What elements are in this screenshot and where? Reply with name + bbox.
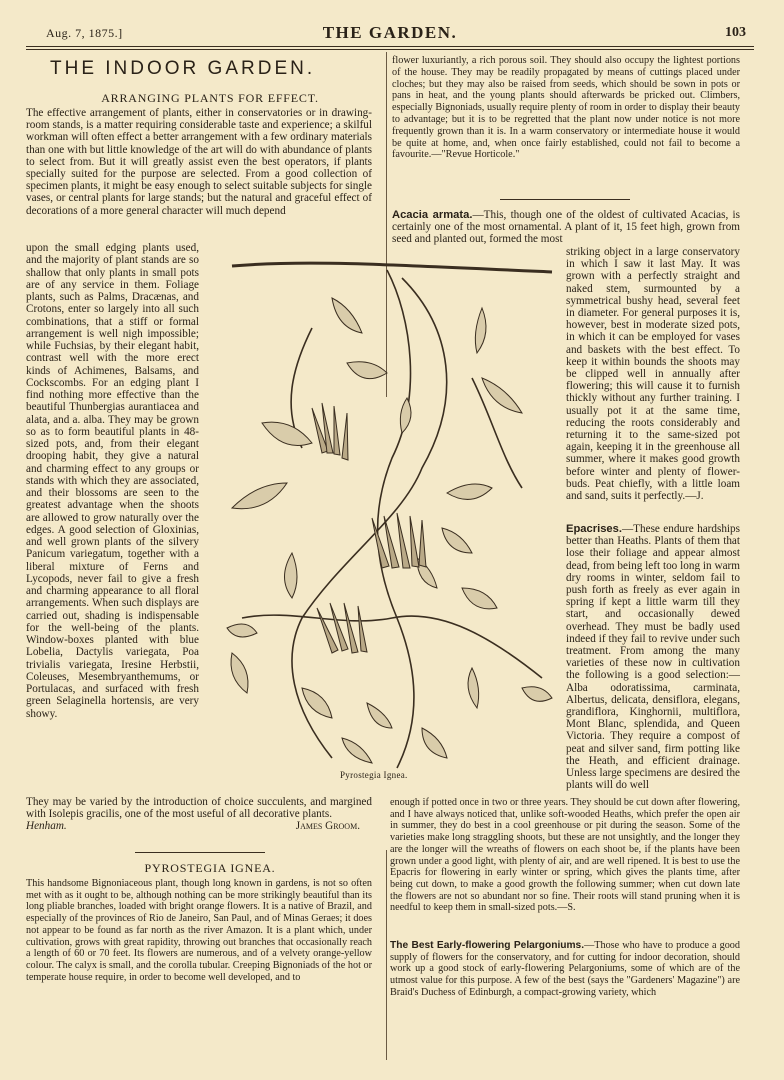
header-rule-thin bbox=[26, 49, 754, 50]
header-rule bbox=[26, 46, 754, 47]
page-header bbox=[26, 23, 754, 44]
acacia-heading: Acacia armata. bbox=[392, 209, 473, 221]
acacia-body: striking object in a large conservatory in which I saw it last May. It was grown with a perfectly straight and naked stem, surmounted by a symmetrical bushy head, several feet in diameter. For general purposes it is, however, best in moderate sized pots, in which it can be employed for vases and baskets with the best effect. To keep it within bounds the shoots may be clipped well in annually after flowering; this will cause it to furnish thickly without any further training. I usually pot it at the same time, reducing the roots considerably and returning it to the same-sized pot again, keeping it in the greenhouse all summer, where it makes good growth before winter and plenty of flower-buds. Peat chiefly, with a little loam and sand, suits it perfectly.—J. bbox=[566, 246, 740, 503]
pelargonium-article: The Best Early-flowering Pelargoniums.—Those who have to produce a good supply of flowers for the conservatory, and for cutting for indoor decoration, should work up a good stock of early-flowering Pelargoniums, some of which are of the utmost value for this purpose. A few of the best (says the "Gardeners' Magazine") are Braid's Duchess of Edinburgh, a compact-growing variety, which bbox=[390, 940, 740, 998]
signature-place: Henham. bbox=[26, 820, 67, 833]
pyrostegia-illustration bbox=[222, 258, 554, 788]
epacris-heading: Epacrises. bbox=[566, 523, 622, 535]
pyrostegia-continued: flower luxuriantly, a rich porous soil. They should also occupy the lightest portions of the house. They may be readily propagated by means of cuttings placed under cloches; but they may also be raised from seeds, which should be sown in pots or pans in heat, and the young plants should afterwards be pricked out. Climbers, especially Bignoniads, usually require plenty of room in order to display their beauty to advantage; but it is to be regretted that the plant now under notice is not more frequently grown than it is. In a warm conservatory or intermediate house it would be quite at home, and, when once fairly established, could not fail to become a favourite.—"Revue Horticole." bbox=[392, 55, 740, 161]
page-number: 103 bbox=[725, 25, 746, 40]
epacris-body: Epacrises.—These endure hardships better than Heaths. Plants of them that lose their foliage and appear almost dead, from being left too long in warm dry rooms in winter, seldom fail to push forth as freely as ever again in spring if kept a little warm till they start, and occasionally dewed overhead. They must be badly used indeed if they fail to revive under such treatment. From among the many varieties of these now in cultivation the following is a good selection:—Alba odoratissima, carminata, Albertus, delicata, densiflora, elegans, grandiflora, Kinghornii, multiflora, Mont Blanc, splendida, and Queen Victoria. They require a compost of peat and silver sand, firm potting like the Heath, and efficient drainage. Unless large specimens are desired the plants will do well bbox=[566, 523, 740, 792]
acacia-intro: Acacia armata.—This, though one of the oldest of cultivated Acacias, is certainly one of the most ornamental. A plant of it, 15 feet high, grown from seed and planted out, formed the most bbox=[392, 209, 740, 246]
pyrostegia-body: This handsome Bignoniaceous plant, though long known in gardens, is not so often met with as it ought to be, although nothing can be more strikingly beautiful than its long pliable branches, loaded with bright orange flowers. It is a native of Brazil, and especially of the provinces of Rio de Janeiro, San Paul, and of Minas Geraes; it does not appear to be found as far north as the river Amazon. It is a plant which, under cultivation, grows with great rapidity, throwing out branches that occasionally reach a length of 60 or 70 feet. Its flowers are numerous, and of a velvety orange-yellow colour. The calyx is small, and the corolla tubular. Creeping Bignoniads of the hot or temperate house require, in order to become well developed, and to bbox=[26, 878, 372, 983]
issue-date: Aug. 7, 1875.] bbox=[46, 26, 123, 40]
illustration-caption: Pyrostegia Ignea. bbox=[340, 770, 408, 780]
epacris-continued: enough if potted once in two or three years. They should be cut down after flowering, and I have always noticed that, unlike soft-wooded Heaths, which prefer the open air in summer, they do best in a cool greenhouse or pit during the season. Some of the varieties make long straggling shoots, but these are not unsightly, and the longer they are the longer will the wreaths of flowers on each shoot be, if the plants have been grown under a good light, with plenty of air, and are well ripened. It is best to use the Epacris for flowering in early winter or spring, which gives the plants time, after being cut down, to make a good growth the following summer; when cut down late the flowers are not so abundant nor so fine. Their roots will stand pruning when it is needful to keep them in small-sized pots.—S. bbox=[390, 797, 740, 914]
column-divider-lower bbox=[386, 850, 387, 1060]
article-separator bbox=[135, 852, 265, 853]
article-body-narrow: upon the small edging plants used, and the majority of plant stands are so shallow that only plants in small pots are of any service in them. Foliage plants, such as Palms, Dracænas, and Crotons, enter so largely into all such combinations, that a stiff or formal arrangement is well nigh impossible; while Fuchsias, by their elegant habit, contrast well with the more erect kinds of Achimenes, Balsams, and Cockscombs. For an edging plant I find nothing more effective than the beautiful Thunbergias aurantiacea and alata, and a. alba. They may be grown so as to form beautiful plants in 48-sized pots, and, from their elegant drooping habit, they give a natural and charming effect to any groups or stands with which they are associated, and their blossoms are seen to the greatest advantage when the shoots are allowed to grow naturally over the edges. A good selection of Gloxinias, and well grown plants of the silvery Panicum variegatum, together with a liberal mixture of Ferns and Lycopods, never fail to give a fresh and charming appearance to all floral arrangements. When such displays are carried out, shading is indispensable for the well-being of the plants. Window-boxes planted with blue Lobelia, Dactylis variegata, Poa trivialis variegata, Iresine Herbstii, Coleuses, Mesembryanthemums, or Portulacas, and surfaced with fresh green Selaginella hortensis, are very showy. bbox=[26, 242, 199, 720]
article-body-tail: They may be varied by the introduction of choice succulents, and margined with Isolepis gracilis, one of the most useful of all decorative plants. Henham. James Groom. bbox=[26, 796, 372, 833]
article-title-pyrostegia: PYROSTEGIA IGNEA. bbox=[144, 861, 276, 875]
article-body-top: The effective arrangement of plants, either in conservatories or in drawing-room stands, is a matter requiring considerable taste and experience; a skilful workman will often effect a better arrangement with a few ordinary materials than one with but little knowledge of the art will do with abundance of plants to select from. But it will greatly assist even the best operators, if plants specially suited for the purpose are selected. From a good collection of specimen plants, it might be easy enough to select suitable subjects for single vases, or central plants for large stands; but the natural and graceful effect of decorations of a more general character will much depend bbox=[26, 107, 372, 217]
signature-author: James Groom. bbox=[295, 820, 360, 833]
article-title-arranging: ARRANGING PLANTS FOR EFFECT. bbox=[101, 91, 319, 105]
article-separator-right bbox=[500, 199, 630, 200]
signature bbox=[26, 820, 372, 832]
pelargonium-heading: The Best Early-flowering Pelargoniums. bbox=[390, 940, 585, 951]
section-title: THE INDOOR GARDEN. bbox=[50, 58, 316, 79]
publication-title: THE GARDEN. bbox=[322, 23, 458, 42]
